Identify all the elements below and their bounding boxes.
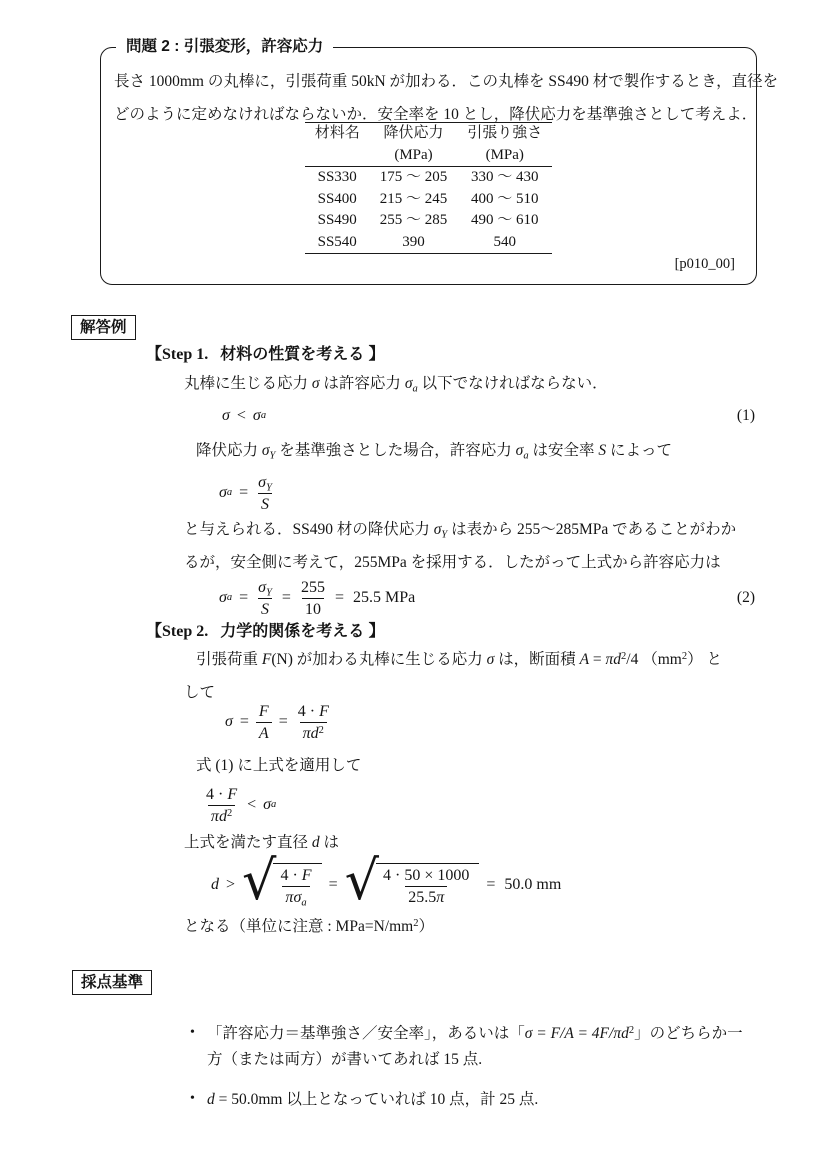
text-run: 25.5 [408,889,437,906]
math-sub: Y [441,529,448,541]
table-unit-cell [305,145,370,167]
text-run: は表から 255～285MPa であることがわか [447,521,737,538]
math-sub: Y [266,587,272,598]
math-var-sigma: σ [311,375,320,392]
text-run: = [589,651,606,668]
table-row [305,210,553,232]
denominator: A [256,722,272,743]
text-run: と与えられる．SS490 材の降伏応力 [184,521,434,538]
table-cell: SS540 [317,233,357,250]
numerator: F [258,702,269,720]
math-var-A: A [579,651,590,668]
paragraph [184,915,434,939]
table-cell: 540 [493,233,516,250]
table-cell: 390 [402,233,425,250]
text-run: 4 · [280,867,298,884]
text-run: となる（単位に注意 : MPa=N/mm [184,918,414,935]
math-var-F: F [227,785,238,803]
text-run: は許容応力 [319,375,405,392]
math-var-pid: πd [302,724,319,742]
bullet-item-1-line2: 方（または両方）が書いてあれば 15 点. [207,1051,483,1068]
step1-heading [146,344,385,366]
text-run: 引張荷重 [196,651,262,668]
denominator: S [258,598,272,619]
equals-sign: = [281,589,291,606]
math-var-pisigma: πσ [285,889,302,906]
radical-sign-icon: √ [344,849,380,912]
step2-heading [146,621,385,643]
radicand [376,863,479,907]
result-value: 50.0 mm [504,876,562,893]
table-cell: 400 ～ 510 [471,190,539,207]
bullet-item-1-line1 [190,1022,743,1046]
paragraph: 式 (1) に上式を適用して [196,757,362,774]
fraction [256,702,272,743]
fraction [255,578,275,619]
table-cell: 490 ～ 610 [471,212,539,228]
math-var-S: S [598,442,607,459]
numerator: 255 [300,578,325,596]
table-cell: 175 ～ 205 [379,169,448,185]
text-run: は，断面積 [494,651,580,668]
math-var-sigma: σ [263,796,272,813]
equals-sign: = [278,713,288,730]
math-var-sigma: σ [219,484,227,501]
math-sub: Y [269,450,276,462]
equation-sigma-a: σ a = $\frac{\sigma_Y}{S}$ [219,471,755,515]
table-cell: SS400 [317,190,357,207]
math-var-sigma: σ [225,713,233,730]
square-root [344,849,480,912]
math-sup: 2 [628,1025,635,1036]
text-run: を基準強さとした場合，許容応力 [275,442,516,459]
math-sup: 2 [413,918,419,929]
paragraph [196,439,672,463]
result-value: 25.5 MPa [352,589,416,606]
text-run: ） と [687,651,722,668]
text-run: 「許容応力＝基準強さ／安全率」，あるいは「 [207,1025,525,1042]
materials-table-body [305,167,553,254]
math-var-sigma: σ [222,407,230,424]
equation-1: σ < σ a (1) [222,407,755,424]
step1-heading-number: 【Step 1. [146,346,209,363]
math-var-sigma: σ [261,442,270,459]
grading-criteria-label: 採点基準 [72,970,152,995]
math-var-sigma: σ [219,589,227,606]
paragraph [184,372,608,396]
denominator [405,886,447,907]
equals-sign: = [239,589,249,606]
table-row [305,189,553,211]
table-row [305,167,553,189]
materials-table-head [305,123,553,167]
table-unit-cell: (MPa) [394,146,433,163]
equation-stress [225,700,755,744]
relation-sign: < [236,407,246,424]
table-cell: 330 ～ 430 [471,169,539,185]
step2-heading-number: 【Step 2. [146,623,209,640]
text-run: 上式を満たす直径 [184,834,312,851]
table-cell: 215 ～ 245 [379,190,448,207]
radicand [273,863,321,907]
square-root [242,849,322,912]
table-cell: 255 ～ 285 [379,212,448,228]
text-run: 4 · [297,702,316,720]
denominator: 10 [302,598,324,619]
text-run: は [319,834,340,851]
numerator [277,866,314,886]
denominator [282,886,309,907]
numerator [295,702,332,722]
equation-number: (2) [736,589,755,606]
math-var-sigma: σ [258,578,267,596]
step1-heading-title: 材料の性質を考える 】 [220,346,385,363]
answer-example-label: 解答例 [71,315,136,340]
denominator [208,805,235,826]
fraction [203,785,240,826]
equation-inequality: $\frac{4 \cdot F}{\pi d^2}$ < σ a [203,783,755,827]
math-var-sigma: σ [258,473,267,491]
equation-number: (1) [736,407,755,424]
math-sup: 2 [621,651,627,662]
table-header-row [305,123,553,145]
math-sup: 2 [226,807,233,819]
numerator [255,473,275,493]
text-run: 」のどちらか一 [634,1025,743,1042]
denominator: S [258,493,272,514]
problem-statement-line1: 長さ 1000mm の丸棒に，引張荷重 50kN が加わる．この丸棒を SS490 材で製作するとき，直径を [114,73,779,90]
relation-sign: > [226,876,236,893]
math-sup: 2 [681,651,688,662]
problem-statement-line2: どのように定めなければならないか．安全率を 10 とし，降伏応力を基準強さとして考えよ． [114,106,758,123]
math-var-d: d [311,834,320,851]
text-run: /4 （mm [626,651,682,668]
paragraph [196,648,722,672]
math-var-F: F [301,867,312,884]
text-run: (N) が加わる丸棒に生じる応力 [271,651,487,668]
relation-sign: < [247,796,257,813]
math-var-F: F [261,651,272,668]
math-var-sigma: σ [515,442,524,459]
bullet-marker-icon: • [190,1091,195,1106]
paragraph [184,518,736,542]
problem-title: 問題 2 : 引張変形，許容応力 [116,36,333,58]
table-header-cell: 材料名 [314,125,360,141]
equation-2: σ a = $\frac{\sigma_Y}{S}$ = $\frac{255}{10}$ = 25.5 MPa (2) [219,578,755,618]
math-var-pid: πd [210,807,227,825]
table-header-cell: 降伏応力 [383,125,444,141]
text-run: は安全率 [528,442,599,459]
equals-sign: = [239,484,249,501]
fraction [295,702,332,743]
math-var-sigma: σ [433,521,442,538]
math-var-F: F [319,702,329,720]
math-var-d: d [207,1091,215,1108]
source-tag: [p010_00] [674,256,735,272]
bullet-marker-icon: • [190,1025,195,1040]
fraction [380,866,472,907]
text-run: ） [418,918,434,935]
problem-box [100,38,779,285]
table-header-cell: 引張り強さ [467,125,543,141]
math-inline: σ = F/A = 4F/πd [524,1025,629,1042]
radical-sign-icon: √ [242,849,277,912]
table-row [305,232,553,254]
fraction [277,866,314,907]
math-sub: a [301,897,307,909]
equals-sign: = [486,876,496,893]
equation-diameter [211,849,755,912]
paragraph: して [184,684,216,701]
text-run: 丸棒に生じる応力 [184,375,312,392]
numerator [255,578,275,598]
text-run: によって [606,442,672,459]
text-run: 4 · [206,785,224,803]
math-sup: 2 [318,724,324,736]
table-cell: SS330 [317,169,357,185]
table-unit-cell: (MPa) [485,146,524,163]
text-run: = 50.0mm 以上となっていれば 10 点，計 25 点. [214,1091,539,1108]
bullet-item-2 [190,1088,539,1112]
materials-table-wrap [101,122,756,254]
math-sub: a [412,383,418,395]
math-var-d: d [211,876,219,893]
table-unit-row [305,145,553,167]
equals-sign: = [239,713,249,730]
text-run: 降伏応力 [196,442,262,459]
equals-sign: = [334,589,344,606]
step2-heading-title: 力学的関係を考える 】 [220,623,385,640]
numerator [203,785,240,805]
paragraph: るが，安全側に考えて，255MPa を採用する．したがって上式から許容応力は [184,554,721,571]
math-var-pi: π [436,889,445,906]
denominator [300,722,327,743]
text-run: 以下でなければならない． [417,375,608,392]
math-var-sigma: σ [486,651,495,668]
fraction [298,578,328,619]
math-var-sigma: σ [252,407,261,424]
equals-sign: = [328,876,338,893]
numerator: 4 · 50 × 1000 [383,867,470,884]
math-var-pid: πd [605,651,622,668]
materials-table [305,122,553,254]
fraction [255,473,275,514]
math-var-sigma: σ [404,375,413,392]
table-cell: SS490 [317,212,357,228]
math-sub: a [523,450,529,462]
math-sub: Y [266,482,272,493]
